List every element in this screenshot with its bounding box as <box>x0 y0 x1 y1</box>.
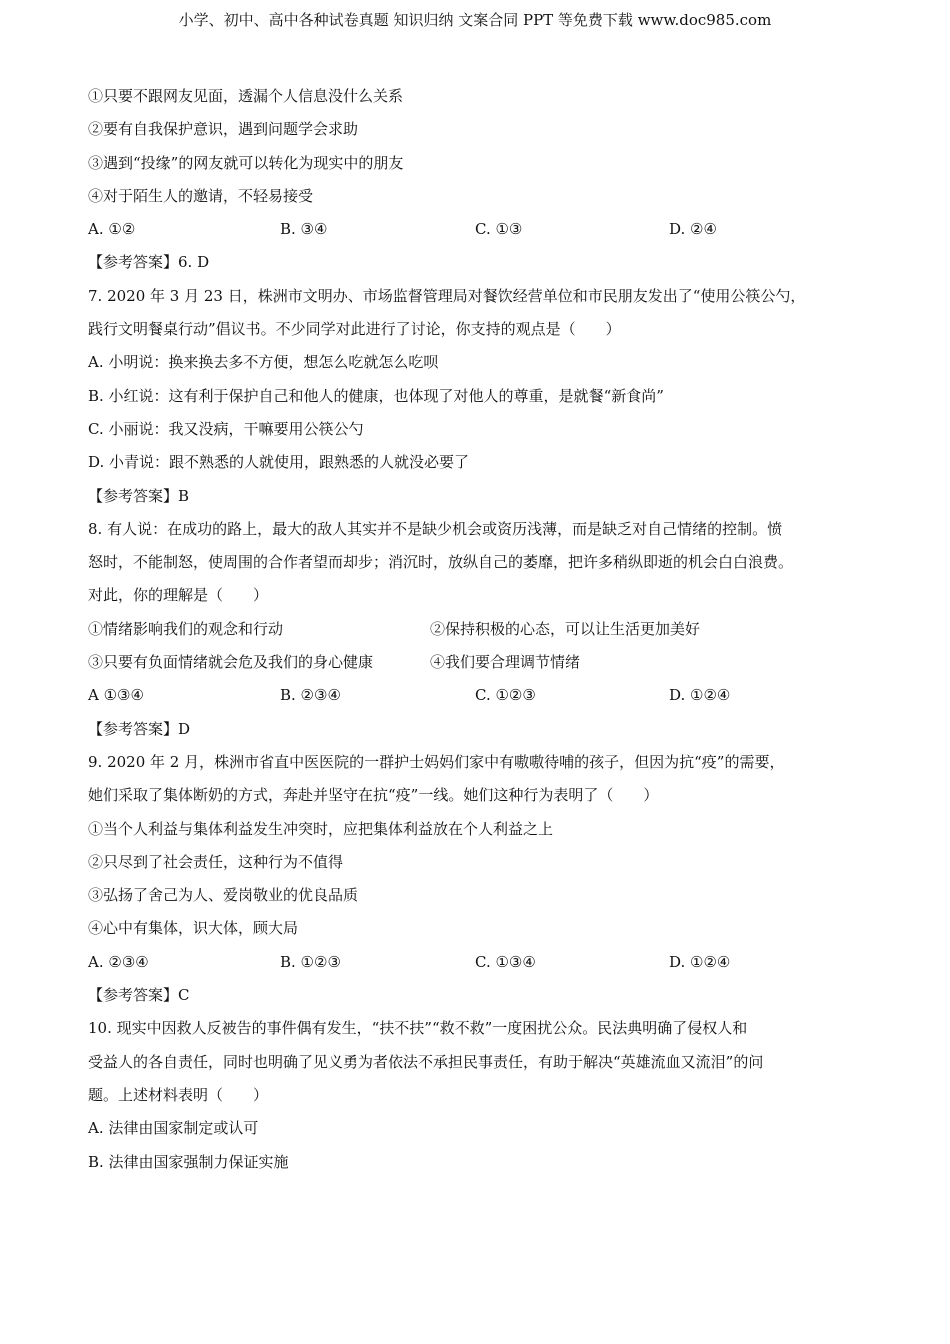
document-body <box>88 80 878 1179</box>
page-header: 小学、初中、高中各种试卷真题 知识归纳 文案合同 PPT 等免费下载 www.doc985.com <box>178 11 772 29</box>
question-6 <box>88 80 878 280</box>
question-stem: 践行文明餐桌行动”倡议书。不少同学对此进行了讨论，你支持的观点是（ ） <box>88 320 621 339</box>
question-stem: 受益人的各自责任，同时也明确了见义勇为者依法不承担民事责任，有助于解决“英雄流血又流泪”的问 <box>88 1052 764 1071</box>
option-a: A. ①② <box>88 220 136 239</box>
option-c: C. ①③ <box>475 220 523 239</box>
option-b: B. ②③④ <box>280 686 341 705</box>
question-8 <box>88 513 878 746</box>
question-stem: 怒时，不能制怒，使周围的合作者望而却步；消沉时，放纵自己的萎靡，把许多稍纵即逝的机会白白浪费。 <box>88 553 794 572</box>
statement-item: ④心中有集体，识大体，顾大局 <box>88 919 299 938</box>
question-stem: 9. 2020 年 2 月，株洲市省直中医医院的一群护士妈妈们家中有嗷嗷待哺的孩子，但因为抗“疫”的需要， <box>88 752 785 771</box>
question-10 <box>88 1012 878 1178</box>
statement-item: ③弘扬了舍己为人、爱岗敬业的优良品质 <box>88 886 359 905</box>
statement-item: ②要有自我保护意识，遇到问题学会求助 <box>88 120 359 139</box>
statement-item: ④我们要合理调节情绪 <box>430 653 581 672</box>
statement-item: ②只尽到了社会责任，这种行为不值得 <box>88 852 344 871</box>
option-c: C. ①③④ <box>475 952 536 971</box>
statement-item: ④对于陌生人的邀请，不轻易接受 <box>88 186 314 205</box>
statement-row <box>88 613 878 646</box>
option-d: D. ②④ <box>669 220 717 239</box>
reference-answer: 【参考答案】D <box>88 719 191 738</box>
statement-item: ①当个人利益与集体利益发生冲突时，应把集体利益放在个人利益之上 <box>88 819 554 838</box>
option-b: B. ③④ <box>280 220 328 239</box>
option-a: A. 小明说：换来换去多不方便，想怎么吃就怎么吃呗 <box>88 353 439 372</box>
statement-item: ③遇到“投缘”的网友就可以转化为现实中的朋友 <box>88 153 404 172</box>
reference-answer: 【参考答案】B <box>88 486 190 505</box>
reference-answer: 【参考答案】6. D <box>88 253 210 272</box>
option-c: C. ①②③ <box>475 686 536 705</box>
option-c: C. 小丽说：我又没病，干嘛要用公筷公勺 <box>88 419 364 438</box>
question-stem: 对此，你的理解是（ ） <box>88 586 269 605</box>
answer-options <box>88 679 878 712</box>
statement-item: ①情绪影响我们的观念和行动 <box>88 619 284 638</box>
statement-item: ③只要有负面情绪就会危及我们的身心健康 <box>88 653 374 672</box>
option-b: B. 小红说：这有利于保护自己和他人的健康，也体现了对他人的尊重，是就餐“新食尚” <box>88 386 664 405</box>
option-a: A ①③④ <box>88 686 144 705</box>
question-stem: 10. 现实中因救人反被告的事件偶有发生，“扶不扶”“救不救”一度困扰公众。民法典明确了侵权人和 <box>88 1019 748 1038</box>
option-d: D. ①②④ <box>669 686 731 705</box>
option-b: B. ①②③ <box>280 952 341 971</box>
reference-answer: 【参考答案】C <box>88 986 190 1005</box>
question-stem: 题。上述材料表明（ ） <box>88 1085 269 1104</box>
statement-item: ①只要不跟网友见面，透漏个人信息没什么关系 <box>88 87 404 105</box>
question-9 <box>88 746 878 1012</box>
statement-row <box>88 646 878 679</box>
option-b: B. 法律由国家强制力保证实施 <box>88 1152 289 1171</box>
option-a: A. 法律由国家制定或认可 <box>88 1119 259 1138</box>
answer-options <box>88 213 878 246</box>
question-stem: 7. 2020 年 3 月 23 日，株洲市文明办、市场监督管理局对餐饮经营单位和市民朋友发出了“使用公筷公勺， <box>88 286 806 305</box>
statement-item: ②保持积极的心态，可以让生活更加美好 <box>430 619 701 638</box>
question-stem: 她们采取了集体断奶的方式，奔赴并坚守在抗“疫”一线。她们这种行为表明了（ ） <box>88 786 659 805</box>
answer-options <box>88 946 878 979</box>
option-d: D. 小青说：跟不熟悉的人就使用，跟熟悉的人就没必要了 <box>88 453 470 472</box>
question-7 <box>88 280 878 513</box>
question-stem: 8. 有人说：在成功的路上，最大的敌人其实并不是缺少机会或资历浅薄，而是缺乏对自己情绪的控制。愤 <box>88 519 783 538</box>
option-a: A. ②③④ <box>88 952 149 971</box>
option-d: D. ①②④ <box>669 952 731 971</box>
